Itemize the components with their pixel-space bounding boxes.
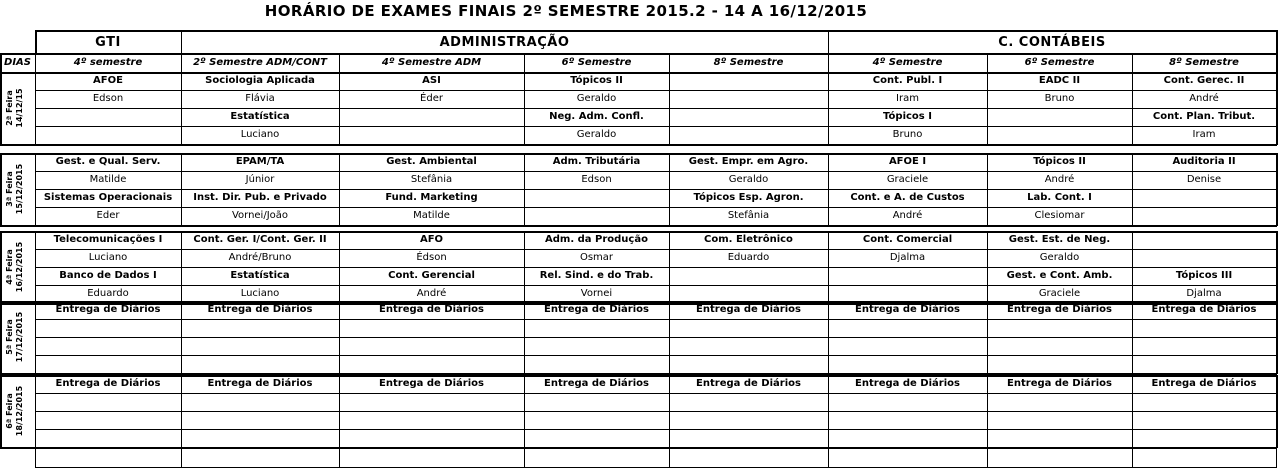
teacher-cell: André [1189, 93, 1219, 104]
teacher-cell [669, 126, 828, 144]
day-name: 2ª Feira [5, 90, 14, 126]
day-label [5, 301, 29, 373]
teacher-cell [669, 355, 828, 373]
day-date: 17/12/2015 [15, 311, 24, 363]
grid-line [524, 447, 525, 468]
course-cell: Auditoria II [1172, 156, 1236, 167]
day-name: 4ª Feira [5, 249, 14, 285]
course-cell [339, 108, 524, 126]
column-header: 2º Semestre ADM/CONT [193, 57, 327, 68]
teacher-cell [181, 319, 339, 337]
group-header: ADMINISTRAÇÃO [439, 35, 570, 50]
teacher-cell [987, 429, 1132, 447]
course-cell: Gest. Empr. em Agro. [688, 156, 809, 167]
day-label [5, 231, 29, 303]
course-cell [987, 411, 1132, 429]
course-cell: Entrega de Diários [207, 304, 313, 315]
teacher-cell: André/Bruno [228, 252, 292, 263]
teacher-cell [987, 355, 1132, 373]
teacher-cell [35, 429, 181, 447]
course-cell: Entrega de Diários [855, 304, 960, 315]
day-date: 16/12/2015 [15, 241, 24, 293]
teacher-cell [828, 429, 987, 447]
course-cell: Gest. Est. de Neg. [1008, 234, 1111, 245]
day-label [5, 153, 29, 225]
teacher-cell: Eduardo [727, 252, 770, 263]
teacher-cell [339, 319, 524, 337]
course-cell [1132, 189, 1276, 207]
teacher-cell [1132, 429, 1276, 447]
course-cell: Entrega de Diários [696, 378, 801, 389]
teacher-cell: André [1044, 174, 1075, 185]
grid-line [0, 375, 2, 448]
day-date: 15/12/2015 [15, 163, 24, 215]
grid-line [339, 447, 340, 468]
course-cell: Tópicos II [570, 75, 623, 86]
teacher-cell: Clesiomar [1034, 210, 1085, 221]
teacher-cell: Matilde [413, 210, 450, 221]
teacher-cell: Djalma [1186, 288, 1222, 299]
teacher-cell [669, 429, 828, 447]
column-header: 4º Semestre ADM [381, 57, 482, 68]
course-cell: Gest. e Qual. Serv. [55, 156, 161, 167]
course-cell: Entrega de Diários [1007, 378, 1112, 389]
teacher-cell [35, 126, 181, 144]
teacher-cell: Bruno [892, 129, 923, 140]
teacher-cell [339, 429, 524, 447]
dias-header: DIAS [4, 57, 31, 68]
course-cell: ASI [422, 75, 441, 86]
teacher-cell: André [892, 210, 923, 221]
grid-line [181, 447, 182, 468]
grid-line [0, 72, 2, 145]
course-cell [987, 108, 1132, 126]
teacher-cell: Eduardo [87, 288, 129, 299]
course-cell [339, 337, 524, 355]
course-cell [1132, 411, 1276, 429]
teacher-cell [669, 319, 828, 337]
grid-line [0, 225, 1277, 227]
teacher-cell [35, 393, 181, 411]
teacher-cell [524, 393, 669, 411]
teacher-cell [1132, 355, 1276, 373]
teacher-cell: Iram [896, 93, 919, 104]
teacher-cell [524, 355, 669, 373]
course-cell: Tópicos Esp. Agron. [693, 192, 804, 203]
grid-line [35, 447, 36, 468]
course-cell: Cont. Gerencial [388, 270, 475, 281]
day-label [5, 72, 29, 144]
grid-line [828, 447, 829, 468]
course-cell: Gest. e Cont. Amb. [1006, 270, 1113, 281]
teacher-cell [181, 355, 339, 373]
teacher-cell: Osmar [579, 252, 614, 263]
course-cell [669, 72, 828, 90]
course-cell [669, 267, 828, 285]
teacher-cell: Júnior [245, 174, 275, 185]
course-cell [828, 337, 987, 355]
teacher-cell: Geraldo [1039, 252, 1080, 263]
grid-line [0, 231, 2, 304]
teacher-cell: Bruno [1044, 93, 1075, 104]
course-cell: Banco de Dados I [59, 270, 157, 281]
teacher-cell [828, 393, 987, 411]
course-cell: Rel. Sind. e do Trab. [539, 270, 654, 281]
teacher-cell [669, 393, 828, 411]
course-cell: Lab. Cont. I [1027, 192, 1092, 203]
day-name: 5ª Feira [5, 319, 14, 355]
course-cell [181, 337, 339, 355]
teacher-cell [181, 393, 339, 411]
teacher-cell: Graciele [886, 174, 929, 185]
course-cell [1132, 337, 1276, 355]
teacher-cell: Matilde [89, 174, 127, 185]
teacher-cell: Luciano [88, 252, 128, 263]
teacher-cell [987, 319, 1132, 337]
teacher-cell [987, 393, 1132, 411]
grid-line [1132, 447, 1133, 468]
course-cell: Entrega de Diários [207, 378, 313, 389]
teacher-cell [339, 393, 524, 411]
day-label [5, 375, 29, 447]
grid-line [0, 301, 2, 374]
teacher-cell: Edson [92, 93, 124, 104]
column-header: 6º Semestre [561, 57, 632, 68]
teacher-cell: Geraldo [728, 174, 769, 185]
grid-line [35, 467, 1277, 468]
teacher-cell [669, 90, 828, 108]
course-cell: AFO [419, 234, 444, 245]
teacher-cell [181, 429, 339, 447]
teacher-cell: Denise [1186, 174, 1222, 185]
teacher-cell [524, 429, 669, 447]
course-cell [987, 337, 1132, 355]
teacher-cell [828, 319, 987, 337]
page-title: HORÁRIO DE EXAMES FINAIS 2º SEMESTRE 2015.2 - 14 A 16/12/2015 [264, 2, 868, 20]
course-cell: Entrega de Diários [855, 378, 960, 389]
course-cell: Estatística [230, 111, 290, 122]
teacher-cell: Vornei/João [231, 210, 289, 221]
teacher-cell: Éder [420, 93, 443, 104]
course-cell [828, 411, 987, 429]
grid-line [669, 447, 670, 468]
group-header: GTI [95, 35, 121, 50]
course-cell: Adm. Tributária [552, 156, 641, 167]
course-cell: Entrega de Diários [55, 304, 161, 315]
course-cell: EADC II [1038, 75, 1081, 86]
teacher-cell: Eder [96, 210, 120, 221]
teacher-cell: Graciele [1038, 288, 1081, 299]
teacher-cell: Geraldo [576, 93, 617, 104]
course-cell: EPAM/TA [235, 156, 285, 167]
course-cell: Entrega de Diários [55, 378, 161, 389]
course-cell [669, 411, 828, 429]
course-cell: Entrega de Diários [379, 378, 484, 389]
grid-line [1276, 447, 1277, 468]
teacher-cell: Vornei [580, 288, 613, 299]
course-cell: Entrega de Diários [1007, 304, 1112, 315]
course-cell: Cont. Comercial [862, 234, 953, 245]
course-cell: Inst. Dir. Pub. e Privado [193, 192, 327, 203]
course-cell: Cont. Ger. I/Cont. Ger. II [193, 234, 327, 245]
teacher-cell [1132, 319, 1276, 337]
teacher-cell [35, 319, 181, 337]
course-cell [35, 108, 181, 126]
course-cell [669, 337, 828, 355]
course-cell: AFOE I [888, 156, 927, 167]
teacher-cell: Flávia [245, 93, 275, 104]
teacher-cell [35, 355, 181, 373]
teacher-cell: Geraldo [576, 129, 617, 140]
grid-line [0, 153, 2, 226]
teacher-cell [524, 207, 669, 225]
course-cell: Cont. e A. de Custos [850, 192, 965, 203]
teacher-cell [828, 355, 987, 373]
course-cell [669, 108, 828, 126]
grid-line [0, 144, 1277, 146]
course-cell: Tópicos I [883, 111, 932, 122]
grid-line [987, 447, 988, 468]
column-header: 4º semestre [73, 57, 143, 68]
teacher-cell [987, 126, 1132, 144]
teacher-cell [1132, 393, 1276, 411]
course-cell: Entrega de Diários [1151, 378, 1257, 389]
course-cell [35, 337, 181, 355]
teacher-cell [1132, 249, 1276, 267]
group-header: C. CONTÁBEIS [998, 35, 1106, 50]
course-cell: Estatística [230, 270, 290, 281]
course-cell: Entrega de Diários [544, 378, 649, 389]
teacher-cell: Stefânia [727, 210, 770, 221]
day-date: 18/12/2015 [15, 385, 24, 437]
course-cell: Cont. Gerec. II [1163, 75, 1245, 86]
teacher-cell: Édson [416, 252, 447, 263]
course-cell: Entrega de Diários [696, 304, 801, 315]
teacher-cell: Stefânia [410, 174, 453, 185]
course-cell: Tópicos III [1175, 270, 1233, 281]
teacher-cell: Luciano [240, 288, 280, 299]
course-cell: Sistemas Operacionais [43, 192, 173, 203]
course-cell [828, 267, 987, 285]
teacher-cell [339, 126, 524, 144]
course-cell [181, 411, 339, 429]
course-cell: Gest. Ambiental [386, 156, 477, 167]
course-cell [339, 411, 524, 429]
day-date: 14/12/15 [15, 88, 24, 128]
course-cell: Entrega de Diários [1151, 304, 1257, 315]
course-cell: AFOE [93, 75, 123, 86]
teacher-cell [1132, 207, 1276, 225]
teacher-cell: Iram [1192, 129, 1216, 140]
teacher-cell: Luciano [240, 129, 280, 140]
course-cell: Telecomunicações I [53, 234, 163, 245]
teacher-cell: Djalma [889, 252, 926, 263]
teacher-cell [339, 355, 524, 373]
teacher-cell: André [416, 288, 447, 299]
day-name: 6ª Feira [5, 393, 14, 429]
course-cell: Cont. Publ. I [872, 75, 943, 86]
teacher-cell [524, 319, 669, 337]
course-cell [1132, 231, 1276, 249]
course-cell [524, 189, 669, 207]
teacher-cell: Edson [581, 174, 612, 185]
course-cell: Entrega de Diários [379, 304, 484, 315]
course-cell: Tópicos II [1033, 156, 1086, 167]
column-header: 6º Semestre [1024, 57, 1095, 68]
column-header: 4º Semestre [872, 57, 943, 68]
column-header: 8º Semestre [713, 57, 784, 68]
course-cell: Fund. Marketing [385, 192, 478, 203]
column-header: 8º Semestre [1169, 57, 1239, 68]
course-cell [35, 411, 181, 429]
course-cell: Adm. da Produção [545, 234, 648, 245]
grid-line [35, 447, 1277, 448]
course-cell: Com. Eletrônico [704, 234, 793, 245]
course-cell: Entrega de Diários [544, 304, 649, 315]
course-cell: Cont. Plan. Tribut. [1152, 111, 1256, 122]
course-cell [524, 337, 669, 355]
course-cell: Neg. Adm. Confl. [549, 111, 644, 122]
course-cell [524, 411, 669, 429]
day-name: 3ª Feira [5, 171, 14, 207]
course-cell: Sociologia Aplicada [205, 75, 315, 86]
